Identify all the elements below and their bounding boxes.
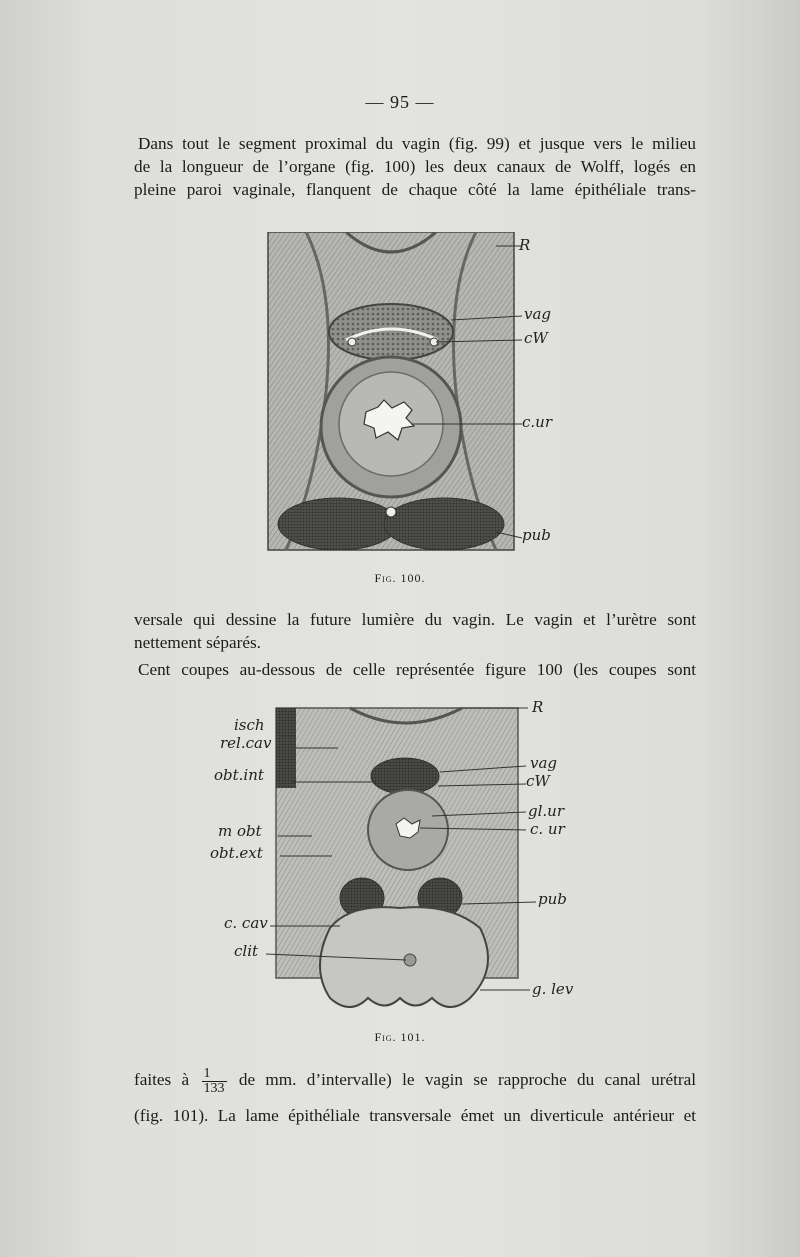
paragraph-2 <box>134 608 696 654</box>
fraction-numerator: 1 <box>202 1067 227 1082</box>
paragraph-3 <box>134 658 696 681</box>
label-c-ur: c.ur <box>522 413 552 431</box>
label-clit: clit <box>234 942 259 960</box>
label-obt-int: obt.int <box>214 766 264 784</box>
label-gl-ur: gl.ur <box>528 802 564 820</box>
label-c-cav: c. cav <box>224 914 268 932</box>
label-obt-ext: obt.ext <box>210 844 263 862</box>
text-post: de mm. d’intervalle) le vagin se rapproche du canal urétral <box>238 1070 696 1089</box>
label-m-obt: m obt <box>218 822 262 840</box>
label-pub: pub <box>538 890 567 908</box>
paragraph-line: versale qui dessine la future lumière du vagin. Le vagin et l’urètre sont <box>134 610 696 629</box>
figure-100-illustration <box>266 232 566 562</box>
label-cW: cW <box>524 329 548 347</box>
fraction-denominator: 133 <box>203 1080 225 1096</box>
figure-100-caption: Fig. 100. <box>374 571 426 585</box>
paragraph-line: Cent coupes au-dessous de celle représentée figure 100 (les coupes sont <box>138 660 696 679</box>
paragraph-line: (fig. 101). La lame épithéliale transversale émet un diverticule antérieur et <box>134 1106 696 1125</box>
label-R: R <box>519 236 531 254</box>
paragraph-4 <box>134 1064 696 1096</box>
paragraph-1 <box>134 132 696 201</box>
page-number: — 95 — <box>365 92 435 112</box>
paragraph-5 <box>134 1104 696 1127</box>
paragraph-line: Dans tout le segment proximal du vagin (fig. 99) et jusque vers le milieu <box>138 134 696 153</box>
label-g-lev: g. lev <box>532 980 574 998</box>
label-isch: isch <box>234 716 265 734</box>
text-pre: faites à <box>134 1070 190 1089</box>
label-R: R <box>532 698 544 716</box>
label-cW: cW <box>526 772 550 790</box>
label-vag: vag <box>524 305 552 323</box>
paragraph-line <box>134 1064 696 1096</box>
label-c-ur: c. ur <box>530 820 565 838</box>
label-vag: vag <box>530 754 558 772</box>
fraction <box>202 1067 227 1096</box>
label-pub: pub <box>522 526 551 544</box>
figure-101-caption: Fig. 101. <box>374 1030 426 1044</box>
paragraph-line: nettement séparés. <box>134 633 261 652</box>
paragraph-line: de la longueur de l’organe (fig. 100) les deux canaux de Wolff, logés en <box>134 157 696 176</box>
label-rel-cav: rel.cav <box>220 734 272 752</box>
paragraph-line: pleine paroi vaginale, flanquent de chaque côté la lame épithéliale trans- <box>134 180 696 199</box>
figure-100 <box>266 232 566 562</box>
figure-101 <box>200 698 600 1018</box>
